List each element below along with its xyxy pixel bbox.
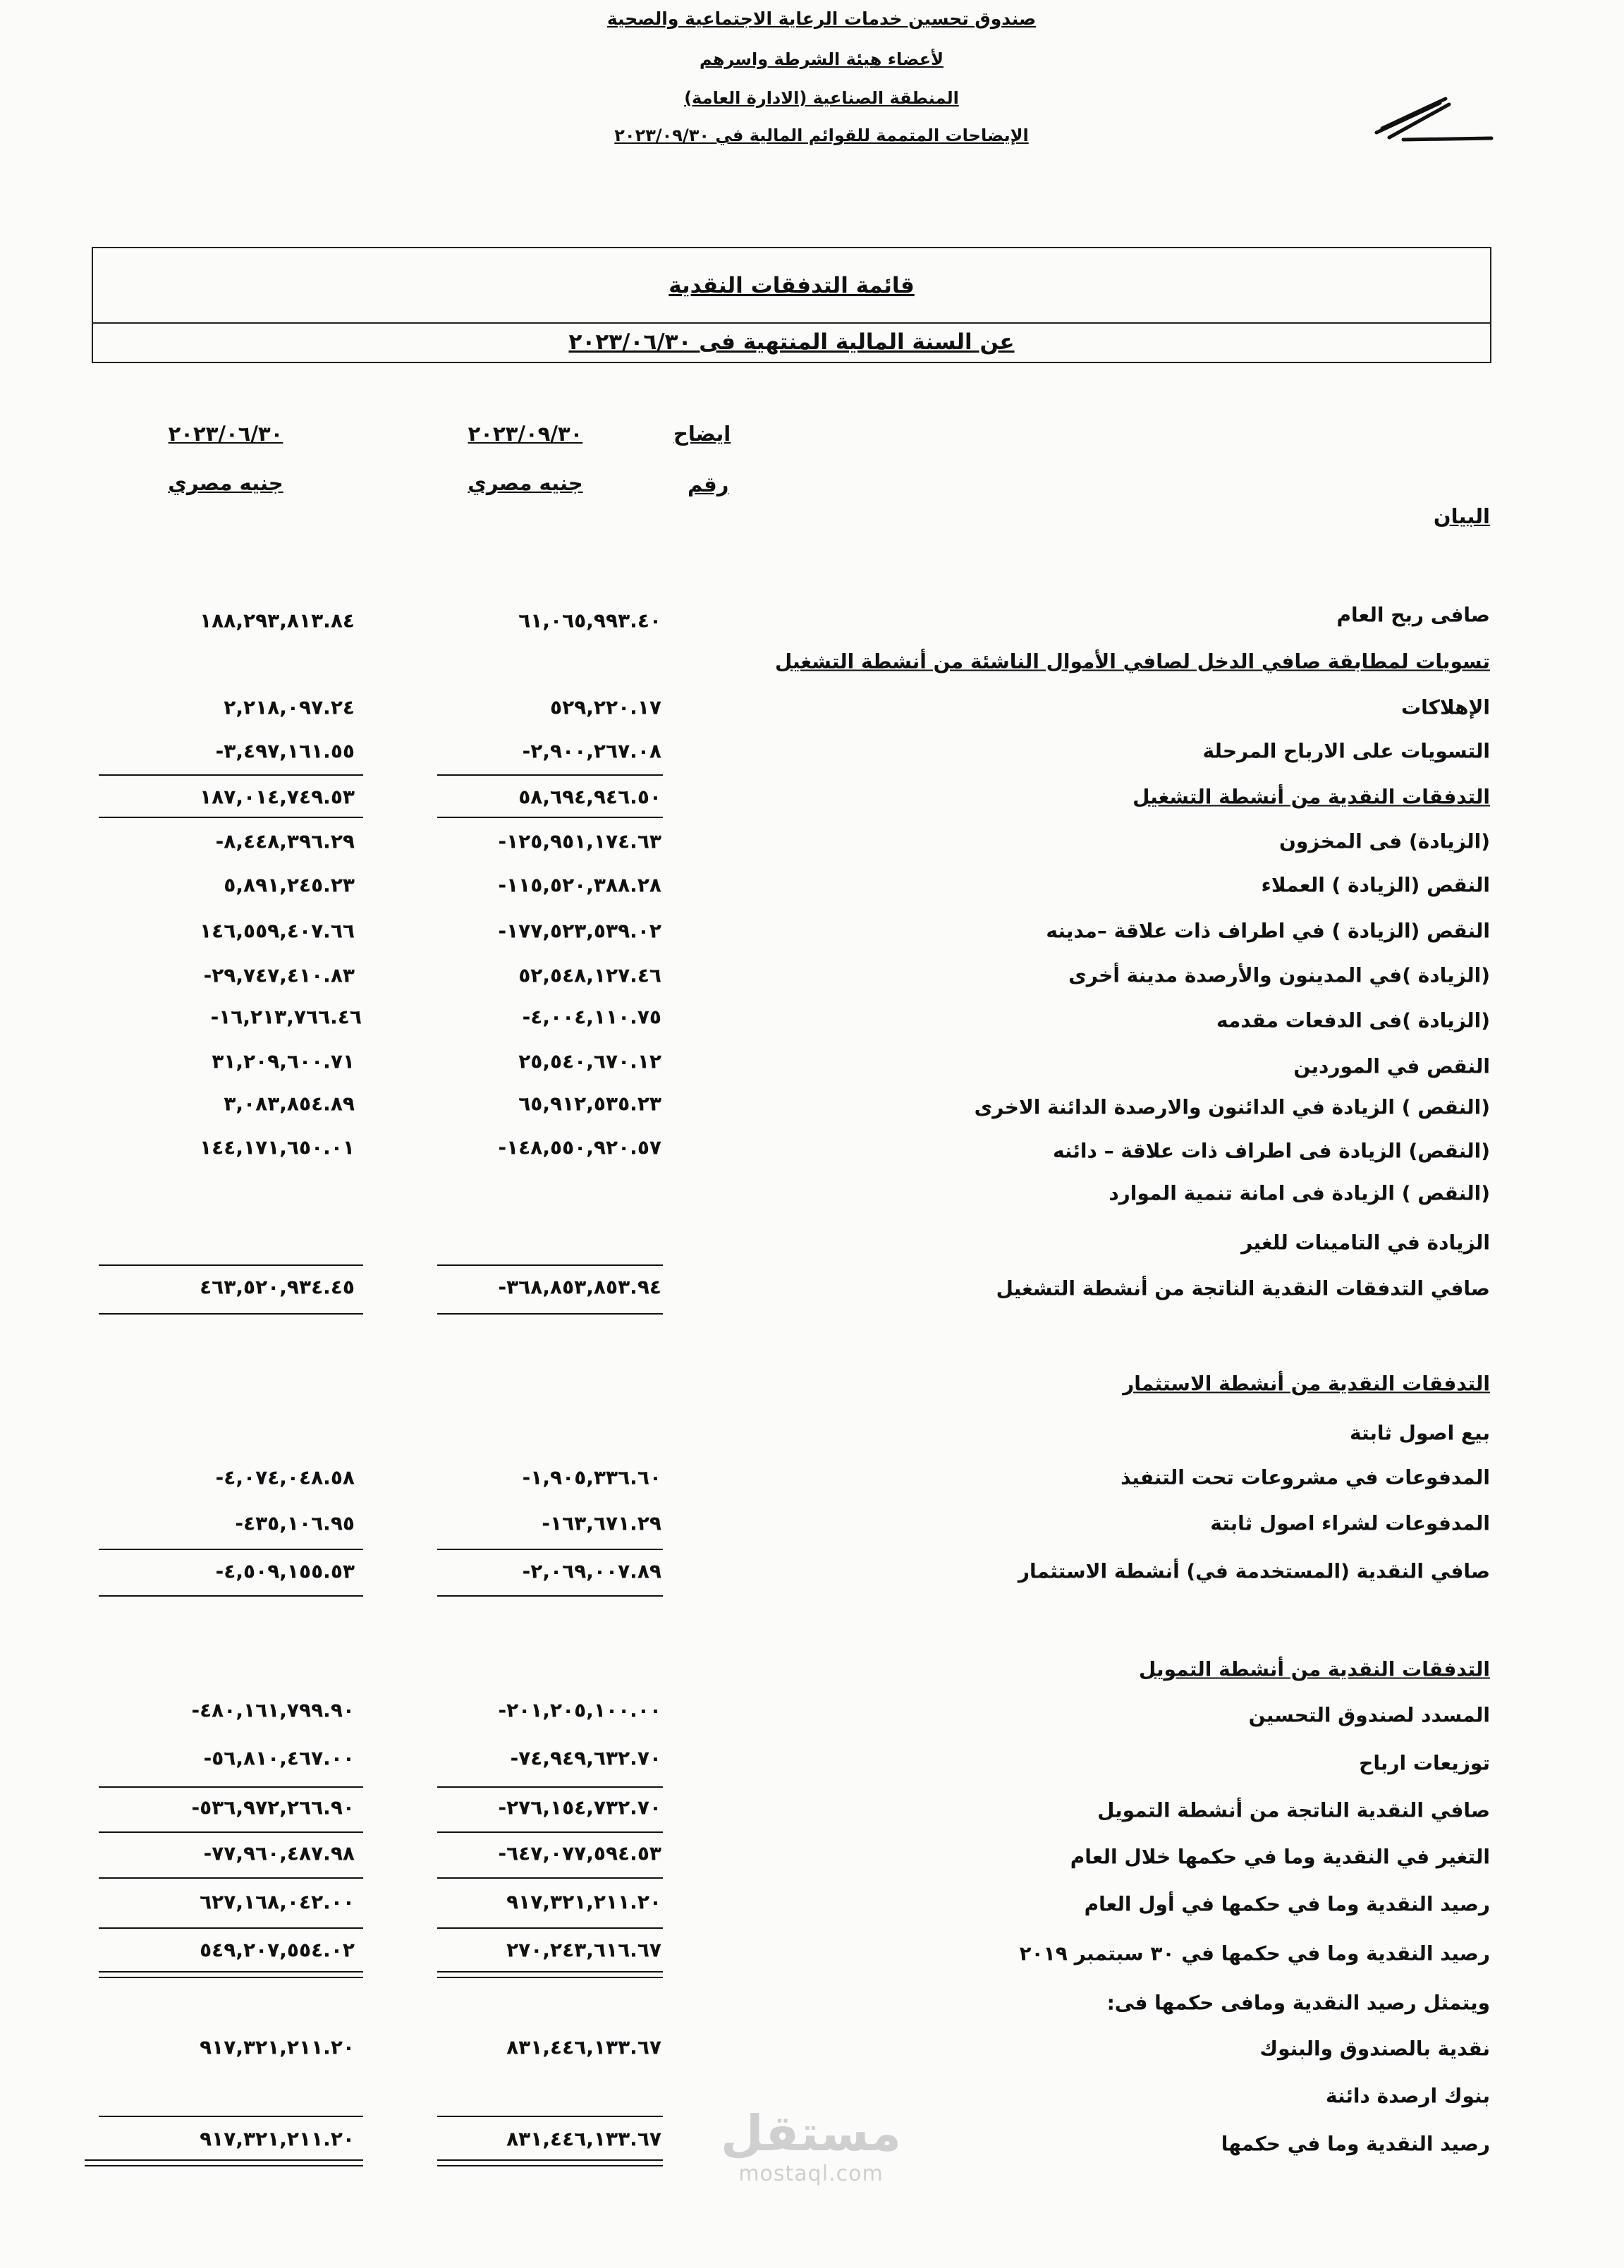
row-prior-value: ١٨٨,٢٩٣,٨١٣.٨٤ [200, 609, 355, 633]
double-rule-line [99, 1977, 363, 1978]
row-label: بنوك ارصدة دائنة [1325, 2084, 1490, 2108]
total-line [99, 1927, 363, 1929]
statement-title: قائمة التدفقات النقدية [93, 248, 1490, 324]
row-label: النقص (الزيادة ) في اطراف ذات علاقة –مدينه [1046, 919, 1490, 943]
row-current-value: -٢,٩٠٠,٢٦٧.٠٨ [522, 739, 661, 763]
fund-name: صندوق تحسين خدمات الرعاية الاجتماعية والصحية [606, 8, 1037, 29]
row-prior-value: -٥٣٦,٩٧٢,٢٦٦.٩٠ [191, 1796, 355, 1819]
row-current-value: -١٤٨,٥٥٠,٩٢٠.٥٧ [498, 1135, 661, 1159]
subtotal-line [437, 774, 663, 776]
double-rule-line [85, 2159, 363, 2161]
subtotal-line [99, 817, 363, 818]
subtotal-line [437, 1877, 663, 1879]
row-prior-value: -٢٩,٧٤٧,٤١٠.٨٣ [203, 963, 355, 987]
subtotal-line [99, 1877, 363, 1879]
total-line [437, 1927, 663, 1929]
description-header: البيان [1433, 504, 1490, 528]
double-rule-line [99, 1971, 363, 1973]
total-label: رصيد النقدية وما في حكمها في ٣٠ سبتمبر ٢٠١٩ [1019, 1941, 1490, 1965]
row-prior-value: ٥٤٩,٢٠٧,٥٥٤.٠٢ [200, 1938, 355, 1962]
row-label: نقدية بالصندوق والبنوك [1259, 2037, 1490, 2061]
row-prior-value: ٦٢٧,١٦٨,٠٤٢.٠٠ [200, 1890, 355, 1914]
row-label: المدفوعات لشراء اصول ثابتة [1210, 1511, 1490, 1535]
row-label: (الزيادة )في المدينون والأرصدة مدينة أخرى [1068, 963, 1490, 987]
section-heading: التدفقات النقدية من أنشطة التمويل [1139, 1657, 1490, 1681]
row-current-value: -٧٤,٩٤٩,٦٣٢.٧٠ [510, 1746, 661, 1770]
row-prior-value: -٤٣٥,١٠٦.٩٥ [235, 1511, 355, 1535]
total-line [437, 1313, 663, 1315]
subtotal-line [437, 817, 663, 818]
row-prior-value: ١٤٤,١٧١,٦٥٠.٠١ [200, 1135, 355, 1159]
row-label: صافى ربح العام [1336, 603, 1490, 627]
row-label: (الزيادة) فى المخزون [1279, 829, 1490, 853]
watermark-site: mostaql.com [738, 2162, 884, 2186]
double-rule-line [437, 1971, 663, 1973]
row-label: (النقص ) الزيادة في الدائنون والارصدة الدائنة الاخرى [974, 1095, 1490, 1119]
row-current-value: ٦١,٠٦٥,٩٩٣.٤٠ [518, 609, 661, 633]
statement-title-box [92, 247, 1491, 363]
row-label: النقص في الموردين [1293, 1054, 1490, 1078]
note-number-header: رقم [688, 472, 729, 496]
row-label: النقص (الزيادة ) العملاء [1261, 873, 1490, 897]
row-prior-value: ٥,٨٩١,٢٤٥.٢٣ [224, 873, 355, 897]
total-line [437, 1549, 663, 1550]
row-prior-value: ١٤٦,٥٥٩,٤٠٧.٦٦ [200, 919, 355, 943]
row-current-value: -٢٠١,٢٠٥,١٠٠.٠٠ [498, 1698, 661, 1722]
row-prior-value: -٧٧,٩٦٠,٤٨٧.٩٨ [203, 1841, 355, 1865]
total-line [437, 2116, 663, 2117]
region-name: المنطقة الصناعية (الادارة العامة) [684, 88, 959, 108]
row-label: (النقص ) الزيادة فى امانة تنمية الموارد [1109, 1181, 1490, 1205]
subtotal-line [99, 1786, 363, 1788]
double-rule-line [85, 2165, 363, 2166]
row-prior-value: -٥٦,٨١٠,٤٦٧.٠٠ [203, 1746, 355, 1770]
row-label: الإهلاكات [1400, 695, 1490, 719]
double-rule-line [437, 2159, 663, 2161]
row-current-value: -٢,٠٦٩,٠٠٧.٨٩ [522, 1559, 661, 1583]
double-rule-line [437, 1977, 663, 1978]
total-line [437, 1595, 663, 1597]
row-prior-value: ٤٦٣,٥٢٠,٩٣٤.٤٥ [200, 1275, 355, 1299]
fund-members: لأعضاء هيئة الشرطة واسرهم [700, 49, 944, 69]
total-line [99, 1549, 363, 1550]
row-prior-value: ٣,٠٨٣,٨٥٤.٨٩ [224, 1092, 355, 1116]
row-current-value: -١١٥,٥٢٠,٣٨٨.٢٨ [498, 873, 661, 897]
row-current-value: ٥٢,٥٤٨,١٢٧.٤٦ [518, 963, 661, 987]
current-period-date: ٢٠٢٣/٠٩/٣٠ [468, 422, 583, 446]
row-prior-value: ٩١٧,٣٢١,٢١١.٢٠ [200, 2127, 355, 2151]
row-current-value: ٦٥,٩١٢,٥٣٥.٢٣ [518, 1092, 661, 1116]
double-rule-line [437, 2165, 663, 2166]
row-label: التسويات على الارباح المرحلة [1202, 739, 1490, 763]
notes-heading: الإيضاحات المتممة للقوائم المالية في ٢٠٢٣/٠٩/٣٠ [614, 126, 1029, 145]
row-prior-value: ٢,٢١٨,٠٩٧.٢٤ [224, 695, 355, 719]
watermark-brand: مستقل [720, 2104, 901, 2162]
section-heading: التدفقات النقدية من أنشطة الاستثمار [1123, 1372, 1490, 1396]
prior-period-unit: جنيه مصري [168, 471, 283, 495]
row-prior-value: -٣,٤٩٧,١٦١.٥٥ [215, 739, 355, 763]
row-current-value: ٢٥,٥٤٠,٦٧٠.١٢ [518, 1049, 661, 1073]
subtotal-label: التدفقات النقدية من أنشطة التشغيل [1132, 785, 1490, 809]
total-line [99, 1595, 363, 1597]
row-label: بيع اصول ثابتة [1349, 1421, 1490, 1445]
row-current-value: ٩١٧,٣٢١,٢١١.٢٠ [506, 1890, 661, 1914]
subtotal-line [437, 1786, 663, 1788]
row-prior-value: ١٨٧,٠١٤,٧٤٩.٥٣ [200, 785, 355, 809]
row-current-value: -١٢٥,٩٥١,١٧٤.٦٣ [498, 829, 661, 853]
total-label: رصيد النقدية وما في حكمها [1221, 2132, 1490, 2156]
section-heading: تسويات لمطابقة صافي الدخل لصافي الأموال الناشئة من أنشطة التشغيل [774, 650, 1490, 673]
subtotal-line [437, 1831, 663, 1833]
row-label: التغير في النقدية وما في حكمها خلال العام [1070, 1845, 1490, 1869]
row-prior-value: -٨,٤٤٨,٣٩٦.٢٩ [215, 829, 355, 853]
row-label: رصيد النقدية وما في حكمها في أول العام [1084, 1892, 1490, 1916]
row-current-value: ٢٧٠,٢٤٣,٦١٦.٦٧ [506, 1938, 661, 1962]
subtotal-line [99, 1831, 363, 1833]
row-label: الزيادة في التامينات للغير [1241, 1231, 1490, 1255]
subtotal-line [99, 774, 363, 776]
total-label: صافي النقدية الناتجة من أنشطة التمويل [1097, 1798, 1490, 1822]
row-current-value: -٦٤٧,٠٧٧,٥٩٤.٥٣ [498, 1841, 661, 1865]
row-prior-value: ٣١,٢٠٩,٦٠٠.٧١ [212, 1049, 355, 1073]
statement-period: عن السنة المالية المنتهية فى ٢٠٢٣/٠٦/٣٠ [568, 329, 1015, 355]
row-prior-value: ٩١٧,٣٢١,٢١١.٢٠ [200, 2035, 355, 2059]
prior-period-date: ٢٠٢٣/٠٦/٣٠ [168, 422, 283, 446]
row-current-value: -١,٩٠٥,٣٣٦.٦٠ [522, 1465, 661, 1489]
row-prior-value: -٤,٥٠٩,١٥٥.٥٣ [215, 1559, 355, 1583]
row-current-value: ٥٢٩,٢٢٠.١٧ [550, 695, 661, 719]
composition-heading: ويتمثل رصيد النقدية ومافى حكمها فى: [1106, 1991, 1490, 2015]
watermark [698, 2105, 924, 2186]
row-current-value: -٣٦٨,٨٥٣,٨٥٣.٩٤ [498, 1275, 661, 1299]
total-line [99, 2116, 363, 2117]
row-current-value: -١٧٧,٥٢٣,٥٣٩.٠٢ [498, 919, 661, 943]
row-current-value: ٥٨,٦٩٤,٩٤٦.٥٠ [518, 785, 661, 809]
total-line [437, 1264, 663, 1266]
total-label: صافي النقدية (المستخدمة في) أنشطة الاستثمار [1018, 1559, 1490, 1583]
row-label: (الزيادة )فى الدفعات مقدمه [1216, 1008, 1490, 1032]
row-prior-value: -٤,٠٧٤,٠٤٨.٥٨ [215, 1465, 355, 1489]
row-current-value: -٢٧٦,١٥٤,٧٣٢.٧٠ [498, 1796, 661, 1819]
signature-mark [1361, 71, 1502, 155]
row-label: المدفوعات في مشروعات تحت التنفيذ [1121, 1465, 1490, 1489]
row-label: توزيعات ارباح [1359, 1751, 1490, 1775]
total-line [99, 1313, 363, 1315]
current-period-unit: جنيه مصري [468, 471, 583, 495]
row-prior-value: -٤٨٠,١٦١,٧٩٩.٩٠ [191, 1698, 355, 1722]
total-line [99, 1264, 363, 1266]
note-column-header: ايضاح [673, 422, 731, 446]
row-current-value: ٨٣١,٤٤٦,١٣٣.٦٧ [506, 2035, 661, 2059]
row-current-value: -٤,٠٠٤,١١٠.٧٥ [522, 1005, 661, 1029]
row-label: المسدد لصندوق التحسين [1248, 1703, 1490, 1727]
row-current-value: -١٦٣,٦٧١.٢٩ [542, 1511, 661, 1535]
row-label: (النقص) الزيادة فى اطراف ذات علاقة – دائنه [1052, 1139, 1490, 1163]
total-label: صافي التدفقات النقدية الناتجة من أنشطة التشغيل [996, 1276, 1490, 1300]
row-current-value: ٨٣١,٤٤٦,١٣٣.٦٧ [506, 2127, 661, 2151]
row-prior-value: -١٦,٢١٣,٧٦٦.٤٦ [210, 1005, 362, 1029]
